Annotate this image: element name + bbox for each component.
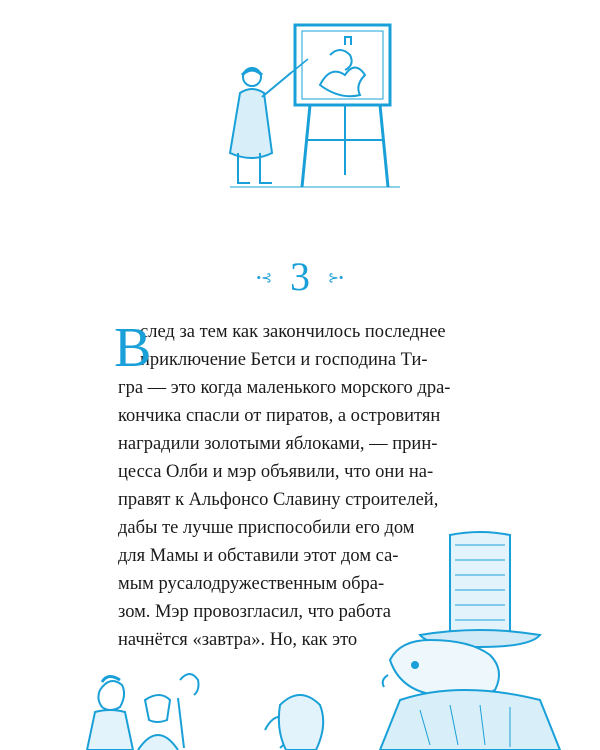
crowd-illustration [80,650,380,750]
text-line: гра — это когда маленького морского дра- [118,378,451,398]
drop-cap: В [114,317,152,379]
text-line: дабы те лучше приспособили его дом [118,518,415,538]
text-line: наградили золотыми яблоками, — прин- [118,434,438,454]
chapter-number: 3 [290,254,310,299]
text-line: правят к Альфонсо Славину строителей, [118,490,439,510]
text-line: начнётся «завтра». Но, как это [118,630,358,650]
text-line: след за тем как закончилось последнее [140,322,446,342]
text-line: для Мамы и обставили этот дом са- [118,546,399,566]
text-line: цесса Олби и мэр объявили, что они на- [118,462,434,482]
chapter-heading [0,253,600,300]
ornament-right: ⊱• [328,270,344,286]
ornament-left: •⊰ [256,270,272,286]
man-at-easel-illustration [180,15,420,195]
tiger-in-top-hat-illustration [360,525,600,750]
text-line: кончика спасли от пиратов, а островитян [118,406,441,426]
text-line: приключение Бетси и господина Ти- [140,350,428,370]
text-line: зом. Мэр провозгласил, что работа [118,602,391,622]
text-line: мым русалодружественным обра- [118,574,385,594]
